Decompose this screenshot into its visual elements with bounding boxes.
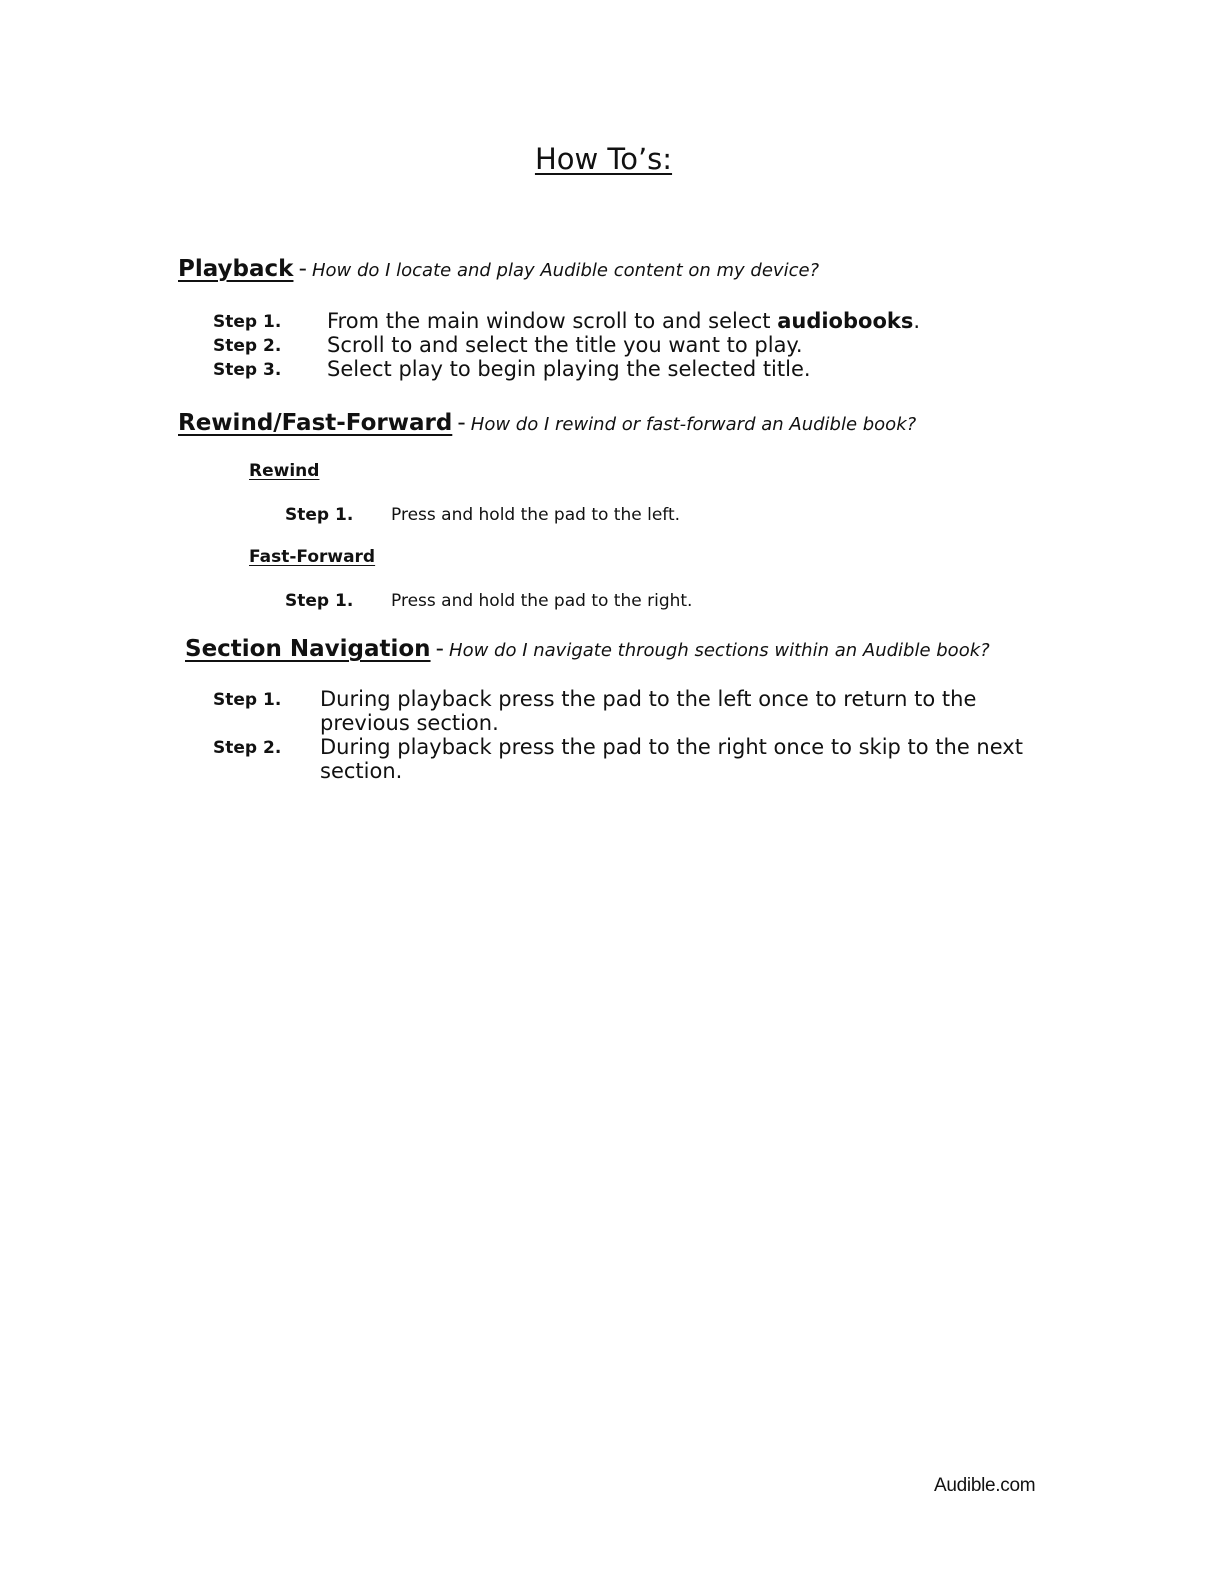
step-label: Step 1. [213,690,282,710]
navigation-heading [185,636,990,662]
page-title: How To’s: [534,142,673,176]
section-question: How do I navigate through sections within an Audible book? [449,640,990,661]
step-label: Step 2. [213,738,282,758]
step-label: Step 2. [213,336,282,356]
step-text: Press and hold the pad to the left. [391,505,681,525]
fast-forward-subheading: Fast-Forward [249,547,376,567]
step-text: Select play to begin playing the selected title. [327,357,811,381]
step-text: Press and hold the pad to the right. [391,591,693,611]
step-label: Step 1. [213,312,282,332]
step-text-line: section. [320,759,403,783]
step-text-line: During playback press the pad to the right once to skip to the next [320,735,1023,759]
section-title: Rewind/Fast-Forward [178,410,453,436]
audible-logo: Audible.com [934,1475,1036,1496]
step-text: From the main window scroll to and select audiobooks. [327,309,921,333]
step-label: Step 1. [285,505,354,525]
section-title: Playback [178,256,294,282]
heading-dash: - [457,410,466,436]
heading-dash: - [435,636,444,662]
rewind-ff-heading [178,410,916,436]
playback-heading [178,256,819,282]
step-label: Step 1. [285,591,354,611]
step-text-line: previous section. [320,711,499,735]
step-text: Scroll to and select the title you want to play. [327,333,803,357]
heading-dash: - [298,256,307,282]
section-title: Section Navigation [185,636,431,662]
rewind-subheading: Rewind [249,461,320,481]
section-question: How do I locate and play Audible content on my device? [311,260,820,281]
step-text-line: During playback press the pad to the left once to return to the [320,687,977,711]
step-label: Step 3. [213,360,282,380]
section-question: How do I rewind or fast-forward an Audible book? [470,414,917,435]
